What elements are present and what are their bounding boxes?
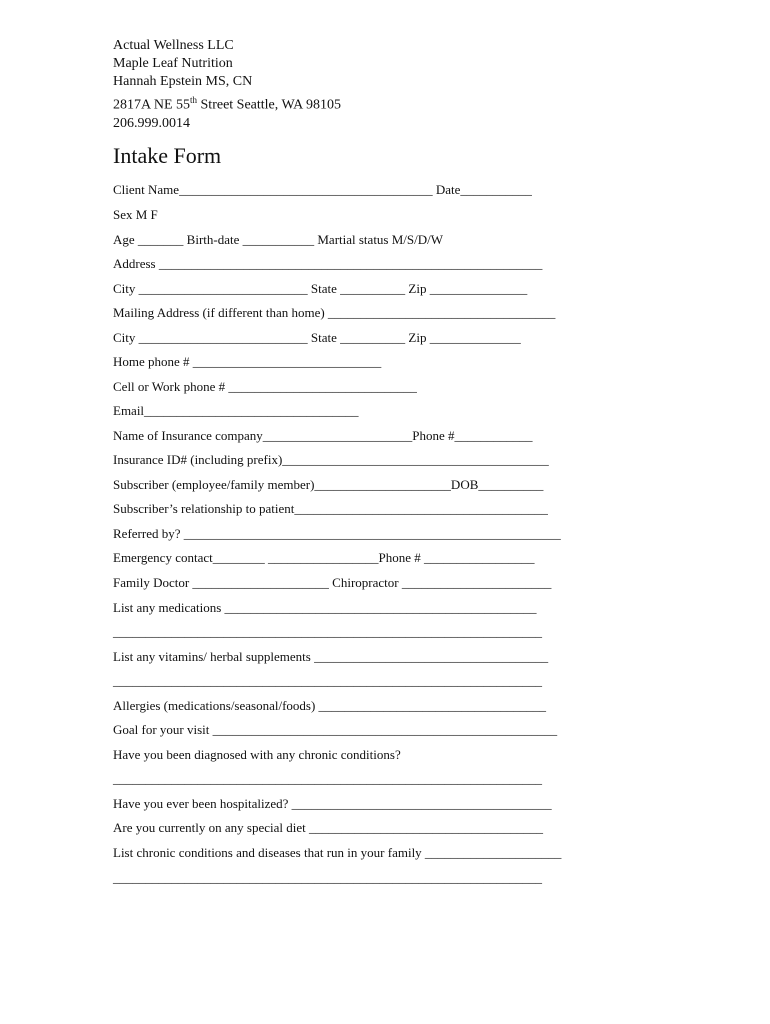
field-insurance-company[interactable]: Name of Insurance company_______________________Phone #____________ <box>113 428 533 443</box>
address-part: 2817A NE 55 <box>113 97 190 113</box>
company-name: Actual Wellness LLC <box>113 38 234 53</box>
question-chronic-conditions: Have you been diagnosed with any chronic conditions? <box>113 747 401 762</box>
letterhead <box>113 37 341 133</box>
field-city-state-zip[interactable]: City __________________________ State __________ Zip _______________ <box>113 281 528 296</box>
field-chronic-conditions[interactable]: __________________________________________________________________ <box>113 771 542 786</box>
field-referred-by[interactable]: Referred by? __________________________________________________________ <box>113 526 561 541</box>
field-medications-continued[interactable]: __________________________________________________________________ <box>113 624 542 639</box>
address-ordinal-suffix: th <box>190 95 198 105</box>
field-client-name[interactable]: Client Name_______________________________________ Date___________ <box>113 182 532 197</box>
field-visit-goal[interactable]: Goal for your visit _____________________________________________________ <box>113 722 558 737</box>
field-address[interactable]: Address ___________________________________________________________ <box>113 256 543 271</box>
phone-number: 206.999.0014 <box>113 115 190 131</box>
field-mailing-address[interactable]: Mailing Address (if different than home) ___________________________________ <box>113 305 556 320</box>
field-hospitalized[interactable]: Have you ever been hospitalized? ________________________________________ <box>113 796 552 811</box>
field-age-birthdate[interactable]: Age _______ Birth-date ___________ Martial status M/S/D/W <box>113 232 444 247</box>
field-family-history[interactable]: List chronic conditions and diseases that run in your family _____________________ <box>113 845 562 860</box>
field-family-doctor[interactable]: Family Doctor _____________________ Chiropractor _______________________ <box>113 575 552 590</box>
field-emergency-contact[interactable]: Emergency contact________ _________________Phone # _________________ <box>113 550 535 565</box>
field-sex[interactable]: Sex M F <box>113 207 158 222</box>
field-medications[interactable]: List any medications ________________________________________________ <box>113 600 537 615</box>
practitioner-name: Hannah Epstein MS, CN <box>113 74 253 89</box>
field-vitamins-continued[interactable]: __________________________________________________________________ <box>113 673 542 688</box>
street-address <box>113 91 341 115</box>
field-subscriber-relationship[interactable]: Subscriber’s relationship to patient_______________________________________ <box>113 501 548 516</box>
field-vitamins[interactable]: List any vitamins/ herbal supplements ____________________________________ <box>113 649 549 664</box>
field-special-diet[interactable]: Are you currently on any special diet ____________________________________ <box>113 820 544 835</box>
form-title: Intake Form <box>113 143 222 168</box>
address-part: Street Seattle, WA 98105 <box>197 97 342 113</box>
field-cell-phone[interactable]: Cell or Work phone # _____________________________ <box>113 379 417 394</box>
field-home-phone[interactable]: Home phone # _____________________________ <box>113 354 382 369</box>
field-family-history-continued[interactable]: __________________________________________________________________ <box>113 870 542 885</box>
field-insurance-id[interactable]: Insurance ID# (including prefix)_________________________________________ <box>113 452 549 467</box>
field-mailing-city[interactable]: City __________________________ State __________ Zip ______________ <box>113 330 521 345</box>
field-subscriber[interactable]: Subscriber (employee/family member)_____________________DOB__________ <box>113 477 544 492</box>
field-allergies[interactable]: Allergies (medications/seasonal/foods) ___________________________________ <box>113 698 547 713</box>
field-email[interactable]: Email_________________________________ <box>113 403 359 418</box>
brand-name: Maple Leaf Nutrition <box>113 56 233 71</box>
